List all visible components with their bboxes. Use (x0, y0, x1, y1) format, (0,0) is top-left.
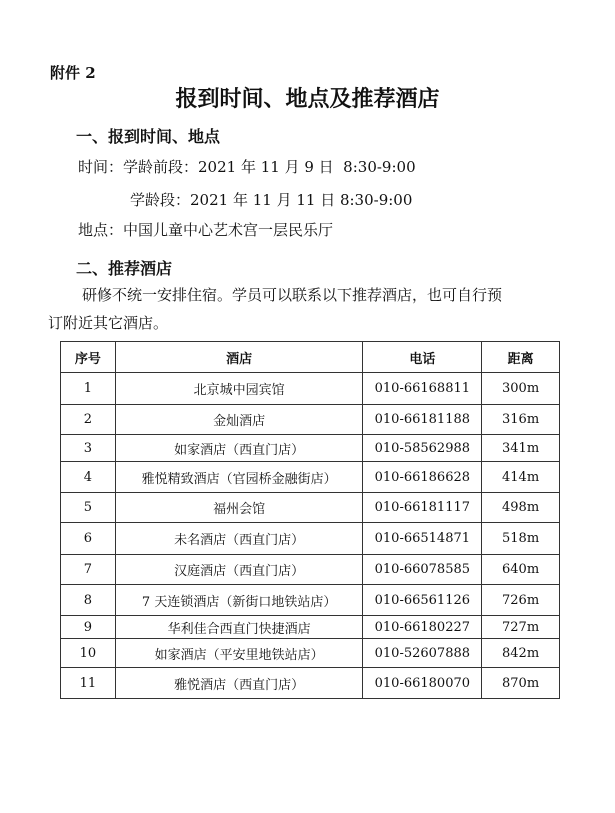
cell-phone: 010-52607888 (363, 639, 482, 668)
cell-index: 5 (61, 493, 116, 523)
cell-index: 8 (61, 585, 116, 616)
cell-index: 9 (61, 616, 116, 639)
cell-hotel: 7 天连锁酒店（新街口地铁站店） (115, 585, 363, 616)
hotel-note-line1: 研修不统一安排住宿。学员可以联系以下推荐酒店，也可自行预 (82, 286, 503, 304)
cell-distance: 870m (482, 668, 560, 699)
table-row (61, 435, 560, 462)
cell-phone: 010-66514871 (363, 523, 482, 555)
table-row (61, 555, 560, 585)
cell-hotel: 汉庭酒店（西直门店） (115, 555, 363, 585)
cell-distance: 341m (482, 435, 560, 462)
cell-index: 10 (61, 639, 116, 668)
table-row (61, 373, 560, 405)
cell-index: 6 (61, 523, 116, 555)
time-line-school-age: 学龄段：2021 年 11 月 11 日 8:30-9:00 (130, 191, 413, 209)
hotel-note-line2: 订附近其它酒店。 (48, 314, 169, 332)
cell-hotel: 雅悦精致酒店（官园桥金融街店） (115, 462, 363, 493)
header-distance: 距离 (482, 342, 560, 373)
cell-index: 4 (61, 462, 116, 493)
table-row (61, 405, 560, 435)
table-row (61, 616, 560, 639)
cell-distance: 726m (482, 585, 560, 616)
cell-phone: 010-58562988 (363, 435, 482, 462)
cell-hotel: 如家酒店（平安里地铁站店） (115, 639, 363, 668)
cell-phone: 010-66168811 (363, 373, 482, 405)
table-row (61, 668, 560, 699)
cell-hotel: 金灿酒店 (115, 405, 363, 435)
table-row (61, 639, 560, 668)
section-heading-hotels: 二、推荐酒店 (76, 259, 173, 278)
cell-index: 2 (61, 405, 116, 435)
header-index: 序号 (61, 342, 116, 373)
cell-distance: 640m (482, 555, 560, 585)
cell-distance: 518m (482, 523, 560, 555)
table-row (61, 462, 560, 493)
cell-phone: 010-66186628 (363, 462, 482, 493)
cell-distance: 316m (482, 405, 560, 435)
document-title: 报到时间、地点及推荐酒店 (175, 86, 440, 112)
cell-index: 1 (61, 373, 116, 405)
cell-phone: 010-66180070 (363, 668, 482, 699)
attachment-label: 附件 2 (50, 64, 96, 82)
section-heading-time-place: 一、报到时间、地点 (76, 127, 221, 146)
cell-distance: 414m (482, 462, 560, 493)
cell-phone: 010-66181117 (363, 493, 482, 523)
cell-distance: 300m (482, 373, 560, 405)
cell-hotel: 雅悦酒店（西直门店） (115, 668, 363, 699)
cell-index: 11 (61, 668, 116, 699)
table-body (61, 373, 560, 699)
cell-phone: 010-66181188 (363, 405, 482, 435)
cell-hotel: 华利佳合西直门快捷酒店 (115, 616, 363, 639)
header-hotel: 酒店 (115, 342, 363, 373)
place-line: 地点：中国儿童中心艺术宫一层民乐厅 (78, 221, 334, 239)
table-header-row (61, 342, 560, 373)
cell-hotel: 未名酒店（西直门店） (115, 523, 363, 555)
cell-distance: 498m (482, 493, 560, 523)
time-line-preschool: 时间：学龄前段：2021 年 11 月 9 日 8:30-9:00 (78, 158, 416, 176)
cell-phone: 010-66180227 (363, 616, 482, 639)
cell-distance: 842m (482, 639, 560, 668)
cell-hotel: 北京城中园宾馆 (115, 373, 363, 405)
header-phone: 电话 (363, 342, 482, 373)
cell-hotel: 福州会馆 (115, 493, 363, 523)
table-row (61, 493, 560, 523)
cell-distance: 727m (482, 616, 560, 639)
hotel-table (60, 341, 560, 699)
table-row (61, 523, 560, 555)
cell-phone: 010-66561126 (363, 585, 482, 616)
cell-index: 3 (61, 435, 116, 462)
cell-phone: 010-66078585 (363, 555, 482, 585)
table-row (61, 585, 560, 616)
cell-index: 7 (61, 555, 116, 585)
cell-hotel: 如家酒店（西直门店） (115, 435, 363, 462)
